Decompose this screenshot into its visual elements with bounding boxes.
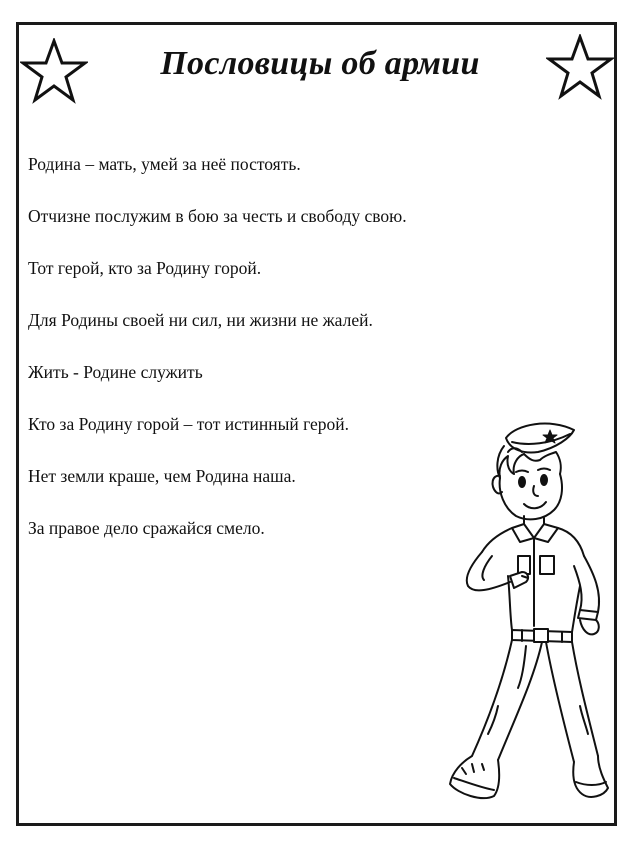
proverb-item: Родина – мать, умей за неё постоять. — [28, 154, 301, 174]
proverb-list — [28, 152, 407, 568]
proverb-item: Кто за Родину горой – тот истинный герой. — [28, 414, 350, 434]
proverb-item: Нет земли краше, чем Родина наша. — [28, 466, 296, 486]
proverb-item: За правое дело сражайся смело. — [28, 518, 265, 538]
marching-boy-illustration — [438, 416, 610, 808]
star-right-icon — [546, 34, 614, 100]
proverb-item: Отчизне послужим в бою за честь и свободу свою. — [28, 206, 407, 226]
proverb-item: Для Родины своей ни сил, ни жизни не жалей. — [28, 310, 373, 330]
proverb-item: Тот герой, кто за Родину горой. — [28, 258, 262, 278]
proverb-item: Жить - Родине служить — [28, 362, 203, 382]
page-title: Пословицы об армии — [160, 45, 480, 82]
